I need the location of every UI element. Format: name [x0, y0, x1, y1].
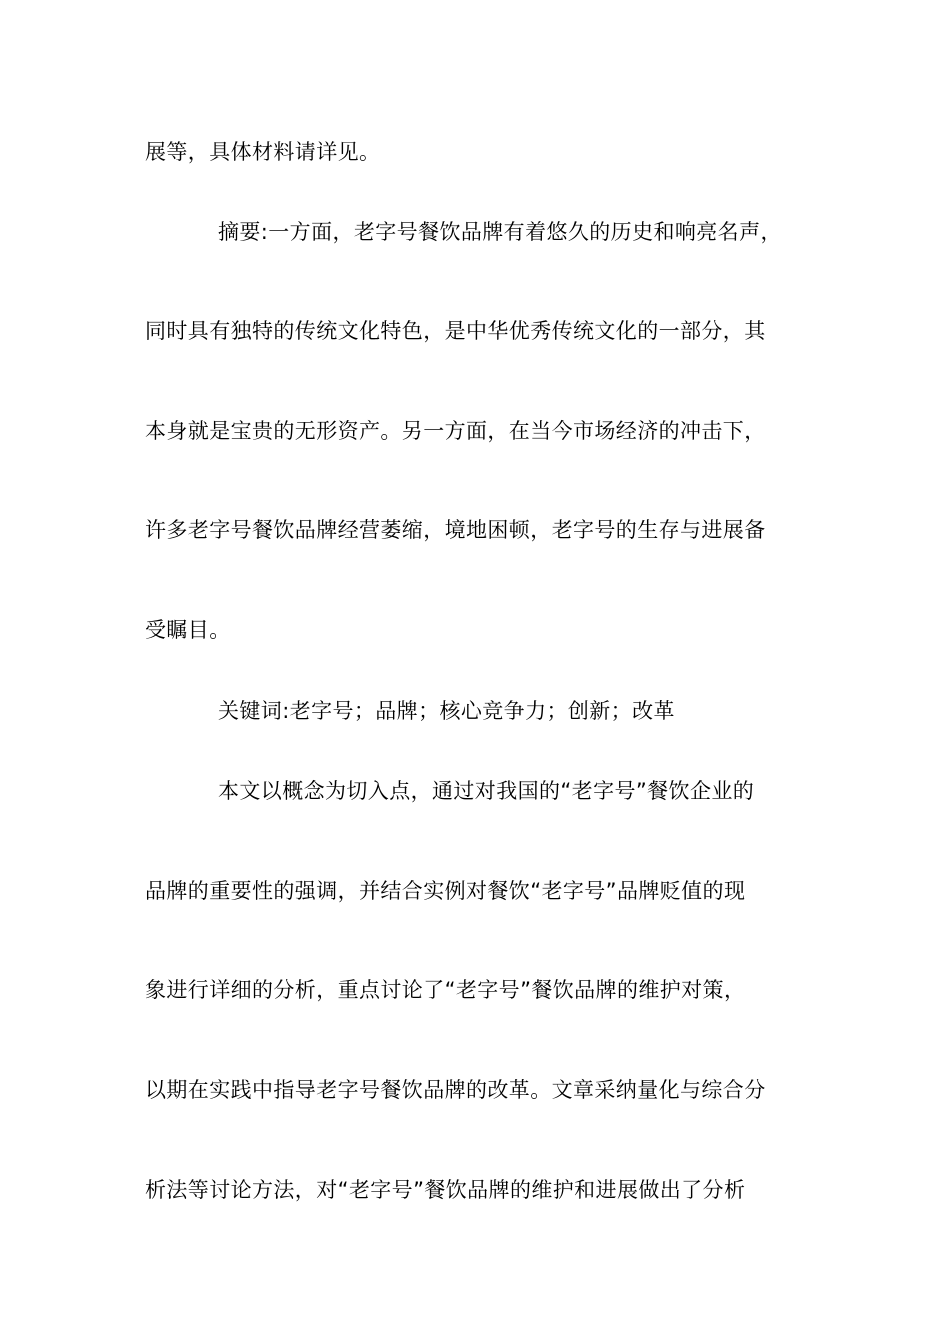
body-line-4: 以期在实践中指导老字号餐饮品牌的改革。文章采纳量化与综合分 — [145, 1078, 766, 1102]
body-line-1: 本文以概念为切入点，通过对我国的“老字号”餐饮企业的 — [218, 779, 755, 803]
abstract-line-3: 本身就是宝贵的无形资产。另一方面，在当今市场经济的冲击下， — [145, 419, 766, 443]
abstract-line-4: 许多老字号餐饮品牌经营萎缩，境地困顿，老字号的生存与进展备 — [145, 518, 766, 542]
abstract-line-5: 受瞩目。 — [145, 618, 231, 642]
body-line-2: 品牌的重要性的强调，并结合实例对餐饮“老字号”品牌贬值的现 — [145, 879, 746, 903]
abstract-line-1: 摘要:一方面，老字号餐饮品牌有着悠久的历史和响亮名声， — [218, 220, 782, 244]
body-line-5: 析法等讨论方法，对“老字号”餐饮品牌的维护和进展做出了分析 — [145, 1178, 746, 1202]
keywords-line: 关键词:老字号；品牌；核心竞争力；创新；改革 — [218, 699, 675, 723]
body-line-3: 象进行详细的分析，重点讨论了“老字号”餐饮品牌的维护对策， — [145, 978, 746, 1002]
abstract-line-2: 同时具有独特的传统文化特色，是中华优秀传统文化的一部分，其 — [145, 319, 766, 343]
paragraph-intro-end-line: 展等，具体材料请详见。 — [145, 140, 381, 164]
